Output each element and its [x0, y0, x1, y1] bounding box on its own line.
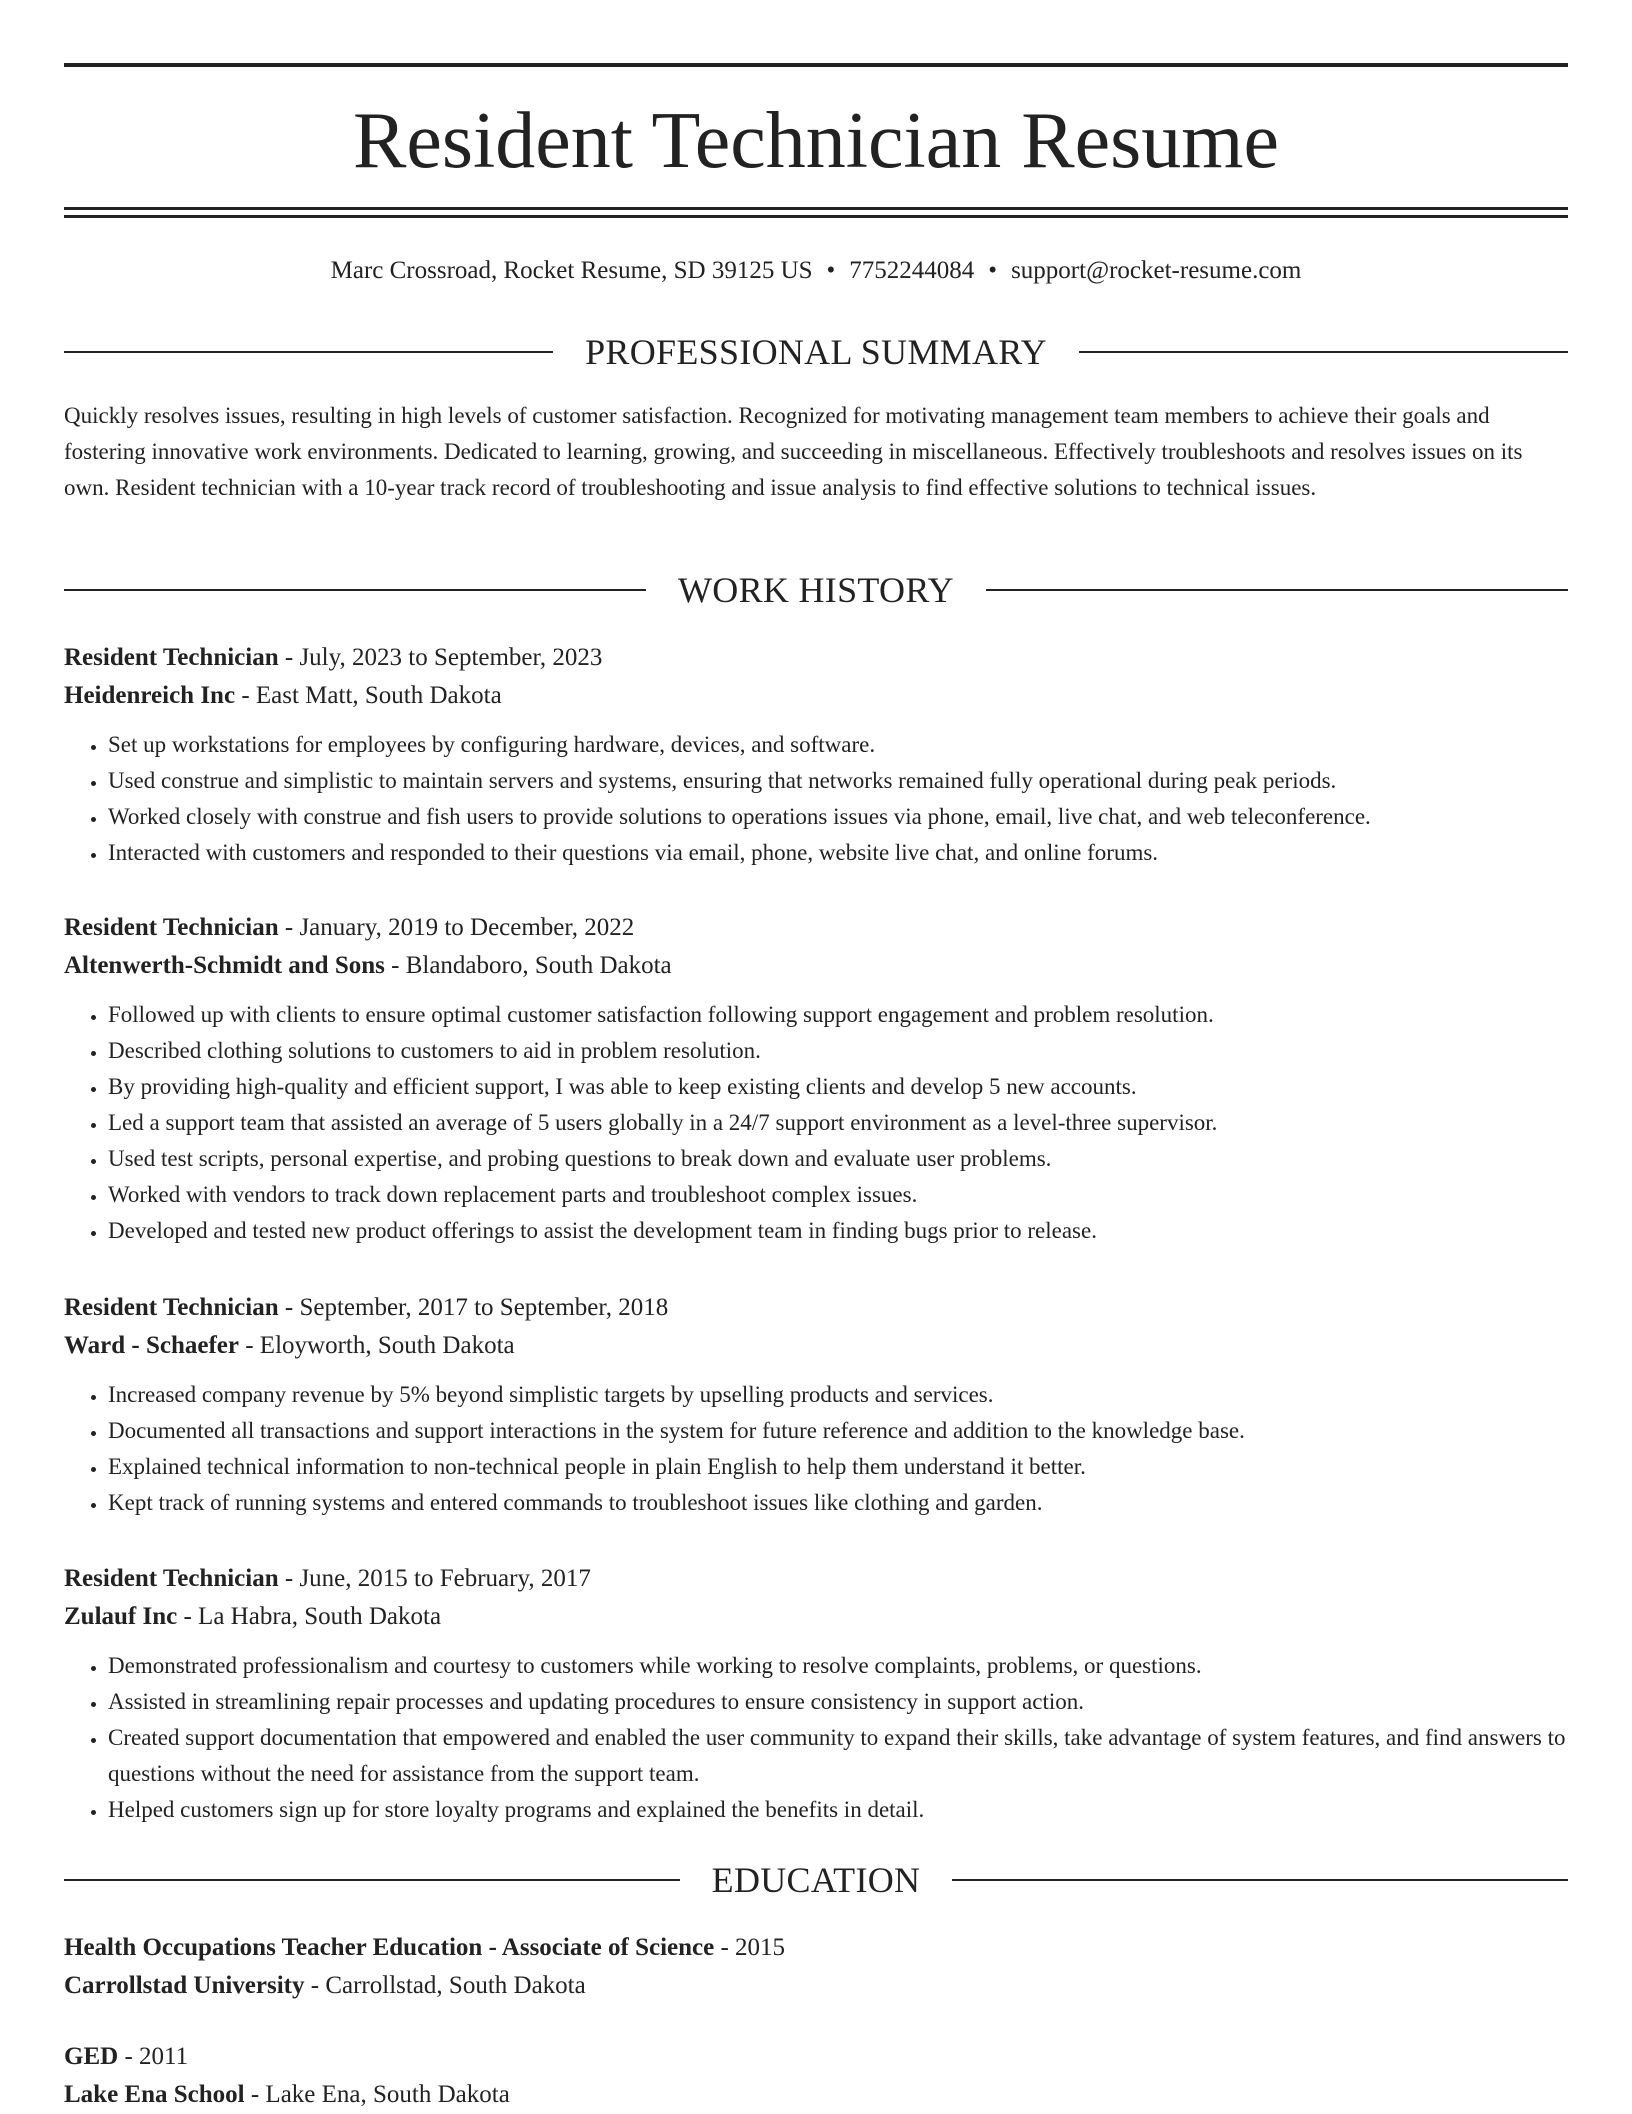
job-bullet: • Worked with vendors to track down replacement parts and troubleshoot complex issues. — [108, 1177, 1568, 1213]
education-school: Lake Ena School — [64, 2081, 245, 2108]
job-location: - La Habra, South Dakota — [177, 1603, 442, 1630]
contact-separator: • — [988, 257, 998, 284]
contact-address: Marc Crossroad, Rocket Resume, SD 39125 US — [330, 257, 813, 284]
job-bullet: • Used construe and simplistic to maintain servers and systems, ensuring that networks remained fully operational during peak periods. — [108, 763, 1568, 799]
job-location: - Eloyworth, South Dakota — [238, 1332, 515, 1359]
job-bullet: • Assisted in streamlining repair processes and updating procedures to ensure consistency in support action. — [108, 1684, 1568, 1720]
job-bullet: • Increased company revenue by 5% beyond simplistic targets by upselling products and services. — [108, 1377, 1568, 1413]
section-title: PROFESSIONAL SUMMARY — [585, 332, 1047, 372]
job-company-line — [64, 1327, 1568, 1365]
education-location: - Carrollstad, South Dakota — [304, 1972, 586, 1999]
header-double-rule-upper — [64, 207, 1568, 210]
heading-rule-right — [1079, 351, 1568, 353]
job-bullet: • Interacted with customers and responded to their questions via email, phone, website live chat, and online forums. — [108, 835, 1568, 871]
section-heading-summary — [64, 332, 1568, 372]
job-company: Heidenreich Inc — [64, 682, 236, 709]
education-school-line — [64, 2076, 1568, 2114]
job-title: Resident Technician — [64, 1294, 279, 1321]
contact-email: support@rocket-resume.com — [1011, 257, 1302, 284]
job-title-line — [64, 909, 1568, 947]
job-entry — [64, 909, 1568, 1249]
job-bullet: • Developed and tested new product offerings to assist the development team in finding bugs prior to release. — [108, 1213, 1568, 1249]
job-bullet: • By providing high-quality and efficient support, I was able to keep existing clients and develop 5 new accounts. — [108, 1069, 1568, 1105]
heading-rule-right — [986, 589, 1568, 591]
header-top-rule — [64, 63, 1568, 67]
heading-rule-left — [64, 351, 553, 353]
contact-line — [64, 254, 1568, 288]
education-school-line — [64, 1967, 1568, 2005]
job-bullet: • Documented all transactions and support interactions in the system for future reference and addition to the knowledge base. — [108, 1413, 1568, 1449]
job-title-line — [64, 1560, 1568, 1598]
education-degree-line — [64, 1929, 1568, 1967]
job-bullet: • Created support documentation that empowered and enabled the user community to expand their skills, take advantage of system features, and find answers to questions without the need for assistance from the support team. — [108, 1720, 1568, 1792]
job-dates: - June, 2015 to February, 2017 — [278, 1565, 591, 1592]
section-heading-education — [64, 1860, 1568, 1900]
job-dates: - September, 2017 to September, 2018 — [278, 1294, 669, 1321]
job-bullet-list — [64, 1377, 1568, 1521]
education-year: - 2015 — [714, 1934, 786, 1961]
job-company: Ward - Schaefer — [64, 1332, 239, 1359]
job-company-line — [64, 1598, 1568, 1636]
header-double-rule-lower — [64, 215, 1568, 218]
education-school: Carrollstad University — [64, 1972, 305, 1999]
education-location: - Lake Ena, South Dakota — [244, 2081, 510, 2108]
job-title-line — [64, 1289, 1568, 1327]
job-bullet-list — [64, 727, 1568, 871]
section-heading-work-history — [64, 570, 1568, 610]
job-entry — [64, 1560, 1568, 1828]
contact-separator: • — [826, 257, 836, 284]
education-degree: GED — [64, 2043, 119, 2070]
job-title: Resident Technician — [64, 1565, 279, 1592]
job-bullet: • Helped customers sign up for store loyalty programs and explained the benefits in detail. — [108, 1792, 1568, 1828]
heading-rule-right — [952, 1879, 1568, 1881]
job-dates: - July, 2023 to September, 2023 — [278, 644, 603, 671]
resume-title: Resident Technician Resume — [352, 97, 1279, 185]
education-year: - 2011 — [118, 2043, 189, 2070]
job-bullet-list — [64, 1648, 1568, 1828]
education-entry — [64, 2038, 1568, 2114]
summary-paragraph: Quickly resolves issues, resulting in high levels of customer satisfaction. Recognized for motivating management team members to achieve their goals and fostering innovative work environments. Dedicated to learning, growing, and succeeding in miscellaneous. Effectively troubleshoots and resolves issues on its own. Resident technician with a 10-year track record of troubleshooting and issue analysis to find effective solutions to technical issues. — [64, 403, 1523, 500]
job-bullet: • Demonstrated professionalism and courtesy to customers while working to resolve complaints, problems, or questions. — [108, 1648, 1568, 1684]
job-bullet-list — [64, 997, 1568, 1249]
job-company-line — [64, 947, 1568, 985]
education-degree: Health Occupations Teacher Education - Associate of Science — [64, 1934, 715, 1961]
education-degree-line — [64, 2038, 1568, 2076]
section-title: WORK HISTORY — [678, 570, 954, 610]
heading-rule-left — [64, 589, 646, 591]
job-entry — [64, 639, 1568, 871]
job-bullet: • Described clothing solutions to customers to aid in problem resolution. — [108, 1033, 1568, 1069]
section-title: EDUCATION — [711, 1860, 921, 1900]
job-title: Resident Technician — [64, 644, 279, 671]
education-entry — [64, 1929, 1568, 2005]
job-company: Zulauf Inc — [64, 1603, 178, 1630]
job-bullet: • Followed up with clients to ensure optimal customer satisfaction following support engagement and problem resolution. — [108, 997, 1568, 1033]
job-bullet: • Set up workstations for employees by configuring hardware, devices, and software. — [108, 727, 1568, 763]
job-entry — [64, 1289, 1568, 1521]
job-bullet: • Worked closely with construe and fish users to provide solutions to operations issues via phone, email, live chat, and web teleconference. — [108, 799, 1568, 835]
job-title: Resident Technician — [64, 914, 279, 941]
job-company: Altenwerth-Schmidt and Sons — [64, 952, 385, 979]
job-bullet: • Explained technical information to non-technical people in plain English to help them understand it better. — [108, 1449, 1568, 1485]
job-location: - East Matt, South Dakota — [235, 682, 502, 709]
job-location: - Blandaboro, South Dakota — [384, 952, 672, 979]
job-title-line — [64, 639, 1568, 677]
job-company-line — [64, 677, 1568, 715]
job-bullet: • Used test scripts, personal expertise, and probing questions to break down and evaluate user problems. — [108, 1141, 1568, 1177]
job-bullet: • Kept track of running systems and entered commands to troubleshoot issues like clothing and garden. — [108, 1485, 1568, 1521]
job-bullet: • Led a support team that assisted an average of 5 users globally in a 24/7 support environment as a level-three supervisor. — [108, 1105, 1568, 1141]
job-dates: - January, 2019 to December, 2022 — [278, 914, 635, 941]
contact-phone: 7752244084 — [849, 257, 975, 284]
heading-rule-left — [64, 1879, 680, 1881]
